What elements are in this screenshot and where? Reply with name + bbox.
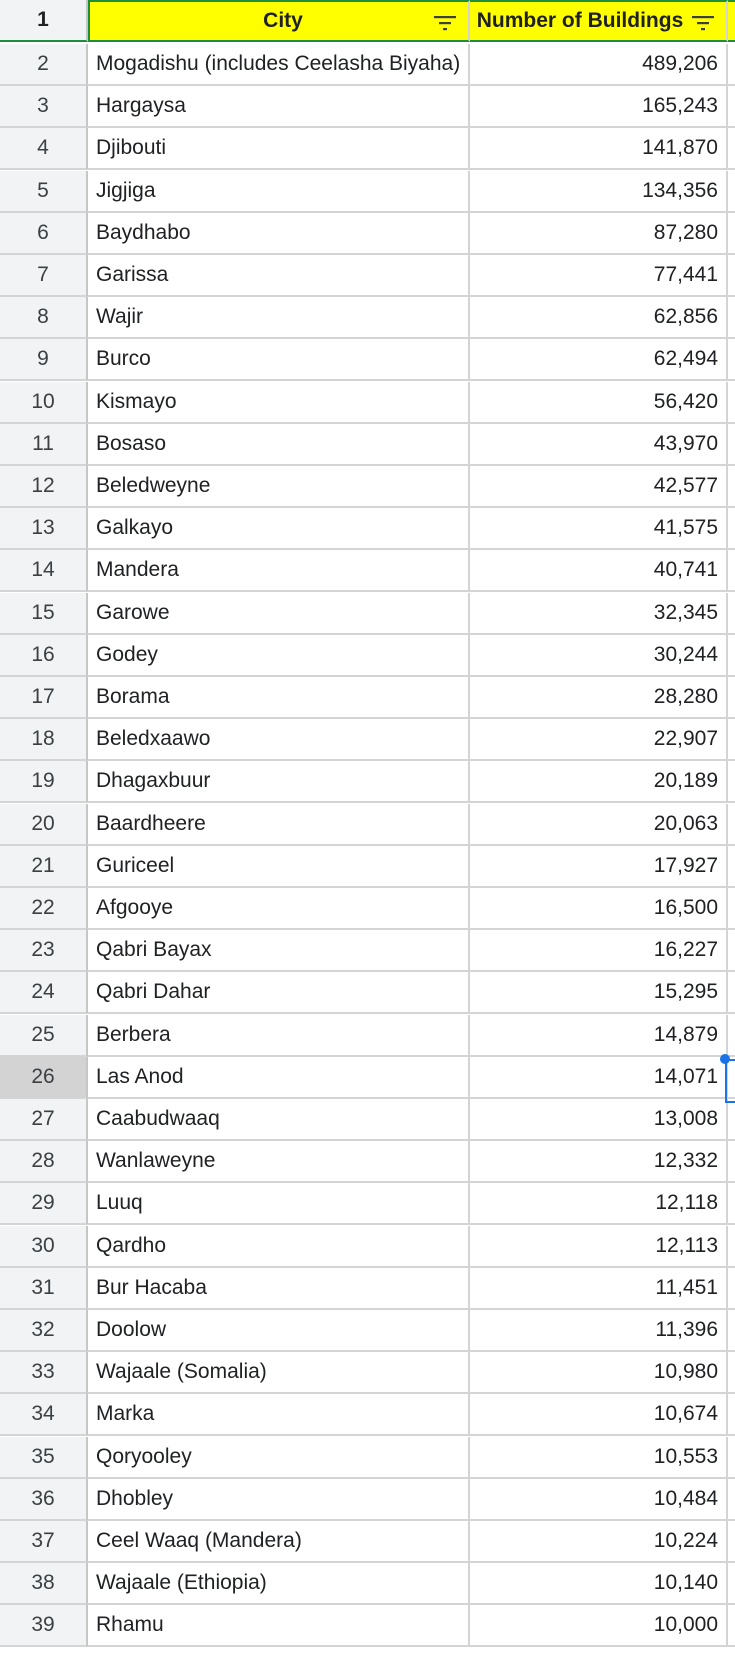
- city-cell[interactable]: Mandera: [88, 550, 470, 592]
- row-number[interactable]: 22: [0, 888, 88, 930]
- row-number[interactable]: 25: [0, 1015, 88, 1057]
- table-row: [0, 44, 735, 86]
- city-cell[interactable]: Beledxaawo: [88, 719, 470, 761]
- buildings-cell[interactable]: 20,063: [470, 804, 728, 846]
- city-cell[interactable]: Dhagaxbuur: [88, 761, 470, 803]
- row-number[interactable]: 13: [0, 508, 88, 550]
- table-row: [0, 1563, 735, 1605]
- buildings-cell[interactable]: 62,856: [470, 297, 728, 339]
- table-row: [0, 846, 735, 888]
- buildings-cell[interactable]: 14,071: [470, 1057, 728, 1099]
- next-column-cell[interactable]: [728, 128, 735, 170]
- next-column-cell[interactable]: [728, 1226, 735, 1268]
- next-column-cell[interactable]: [728, 213, 735, 255]
- next-column-cell[interactable]: [728, 508, 735, 550]
- row-number[interactable]: 28: [0, 1141, 88, 1183]
- city-cell[interactable]: Marka: [88, 1394, 470, 1436]
- next-column-cell[interactable]: [728, 1183, 735, 1225]
- city-cell[interactable]: Rhamu: [88, 1605, 470, 1647]
- table-row: [0, 1141, 735, 1183]
- next-column-cell[interactable]: [728, 1479, 735, 1521]
- selection-handle[interactable]: [720, 1054, 730, 1064]
- column-header-city[interactable]: [88, 0, 470, 42]
- filter-icon[interactable]: [432, 15, 458, 31]
- table-row: [0, 719, 735, 761]
- buildings-cell[interactable]: 87,280: [470, 213, 728, 255]
- table-row: [0, 1015, 735, 1057]
- city-cell[interactable]: Burco: [88, 339, 470, 381]
- buildings-cell[interactable]: 14,879: [470, 1015, 728, 1057]
- table-row: [0, 677, 735, 719]
- row-number[interactable]: 10: [0, 382, 88, 424]
- row-number[interactable]: 36: [0, 1479, 88, 1521]
- next-column-cell[interactable]: [728, 593, 735, 635]
- buildings-cell[interactable]: 42,577: [470, 466, 728, 508]
- table-row: [0, 550, 735, 592]
- next-column-cell[interactable]: [728, 761, 735, 803]
- city-cell[interactable]: Jigjiga: [88, 171, 470, 213]
- buildings-cell[interactable]: 62,494: [470, 339, 728, 381]
- city-cell[interactable]: Hargaysa: [88, 86, 470, 128]
- row-number[interactable]: 5: [0, 171, 88, 213]
- row-header-1[interactable]: 1: [0, 0, 88, 42]
- buildings-cell[interactable]: 43,970: [470, 424, 728, 466]
- city-cell[interactable]: Galkayo: [88, 508, 470, 550]
- city-cell[interactable]: Caabudwaaq: [88, 1099, 470, 1141]
- next-column-cell[interactable]: [728, 804, 735, 846]
- buildings-cell[interactable]: 134,356: [470, 171, 728, 213]
- row-number[interactable]: 26: [0, 1057, 88, 1099]
- row-number[interactable]: 8: [0, 297, 88, 339]
- next-column-cell[interactable]: [728, 297, 735, 339]
- next-column-cell[interactable]: [728, 171, 735, 213]
- next-column-cell[interactable]: [728, 382, 735, 424]
- table-row: [0, 635, 735, 677]
- buildings-cell[interactable]: 20,189: [470, 761, 728, 803]
- row-number[interactable]: 12: [0, 466, 88, 508]
- next-column-cell[interactable]: [728, 1310, 735, 1352]
- table-row: [0, 213, 735, 255]
- row-number[interactable]: 2: [0, 44, 88, 86]
- next-column-cell[interactable]: [728, 972, 735, 1014]
- filter-icon[interactable]: [690, 15, 716, 31]
- buildings-cell[interactable]: 30,244: [470, 635, 728, 677]
- city-cell[interactable]: Djibouti: [88, 128, 470, 170]
- row-number[interactable]: 39: [0, 1605, 88, 1647]
- city-cell[interactable]: Wajaale (Ethiopia): [88, 1563, 470, 1605]
- table-row: [0, 972, 735, 1014]
- table-row: [0, 1057, 735, 1099]
- city-cell[interactable]: Kismayo: [88, 382, 470, 424]
- buildings-cell[interactable]: 489,206: [470, 44, 728, 86]
- column-header-city-label: City: [263, 9, 303, 32]
- table-row: [0, 1226, 735, 1268]
- buildings-cell[interactable]: 10,553: [470, 1437, 728, 1479]
- next-column-cell[interactable]: [728, 846, 735, 888]
- city-cell[interactable]: Qabri Dahar: [88, 972, 470, 1014]
- city-cell[interactable]: Qardho: [88, 1226, 470, 1268]
- table-row: [0, 508, 735, 550]
- row-number[interactable]: 3: [0, 86, 88, 128]
- next-column-cell[interactable]: [728, 86, 735, 128]
- selected-cell-outline: [725, 1059, 735, 1103]
- buildings-cell[interactable]: 15,295: [470, 972, 728, 1014]
- next-column-cell[interactable]: [728, 677, 735, 719]
- city-cell[interactable]: Bosaso: [88, 424, 470, 466]
- buildings-cell[interactable]: 13,008: [470, 1099, 728, 1141]
- city-cell[interactable]: Wajaale (Somalia): [88, 1352, 470, 1394]
- row-number[interactable]: 20: [0, 804, 88, 846]
- table-row: [0, 1605, 735, 1647]
- city-cell[interactable]: Borama: [88, 677, 470, 719]
- row-number[interactable]: 18: [0, 719, 88, 761]
- next-column-cell[interactable]: [728, 339, 735, 381]
- table-row: [0, 761, 735, 803]
- row-number[interactable]: 33: [0, 1352, 88, 1394]
- row-number[interactable]: 37: [0, 1521, 88, 1563]
- buildings-cell[interactable]: 10,980: [470, 1352, 728, 1394]
- buildings-cell[interactable]: 28,280: [470, 677, 728, 719]
- table-row: [0, 1521, 735, 1563]
- city-cell[interactable]: Bur Hacaba: [88, 1268, 470, 1310]
- table-row: [0, 339, 735, 381]
- row-number[interactable]: 11: [0, 424, 88, 466]
- table-row: [0, 1268, 735, 1310]
- row-number[interactable]: 27: [0, 1099, 88, 1141]
- next-column-cell[interactable]: [728, 1394, 735, 1436]
- table-row: [0, 1394, 735, 1436]
- buildings-cell[interactable]: 22,907: [470, 719, 728, 761]
- row-number[interactable]: 35: [0, 1437, 88, 1479]
- next-column-cell[interactable]: [728, 1521, 735, 1563]
- city-cell[interactable]: Las Anod: [88, 1057, 470, 1099]
- table-row: [0, 1479, 735, 1521]
- next-column-cell[interactable]: [728, 44, 735, 86]
- buildings-cell[interactable]: 10,000: [470, 1605, 728, 1647]
- row-number[interactable]: 4: [0, 128, 88, 170]
- row-number[interactable]: 15: [0, 593, 88, 635]
- next-column-cell[interactable]: [728, 719, 735, 761]
- table-row: [0, 1437, 735, 1479]
- table-row: [0, 593, 735, 635]
- city-cell[interactable]: Wanlaweyne: [88, 1141, 470, 1183]
- row-number[interactable]: 24: [0, 972, 88, 1014]
- row-number[interactable]: 9: [0, 339, 88, 381]
- city-cell[interactable]: Doolow: [88, 1310, 470, 1352]
- buildings-cell[interactable]: 11,451: [470, 1268, 728, 1310]
- table-row: [0, 255, 735, 297]
- buildings-cell[interactable]: 11,396: [470, 1310, 728, 1352]
- table-row: [0, 930, 735, 972]
- table-row: [0, 888, 735, 930]
- row-number[interactable]: 19: [0, 761, 88, 803]
- next-column-cell[interactable]: [728, 888, 735, 930]
- buildings-cell[interactable]: 77,441: [470, 255, 728, 297]
- city-cell[interactable]: Garissa: [88, 255, 470, 297]
- next-column-cell[interactable]: [728, 1099, 735, 1141]
- next-column-cell[interactable]: [728, 635, 735, 677]
- city-cell[interactable]: Mogadishu (includes Ceelasha Biyaha): [88, 44, 470, 86]
- next-column-cell[interactable]: [728, 1015, 735, 1057]
- buildings-cell[interactable]: 41,575: [470, 508, 728, 550]
- row-number[interactable]: 17: [0, 677, 88, 719]
- column-header-buildings-label: Number of Buildings: [476, 9, 684, 32]
- row-number[interactable]: 7: [0, 255, 88, 297]
- city-cell[interactable]: Qoryooley: [88, 1437, 470, 1479]
- row-number[interactable]: 32: [0, 1310, 88, 1352]
- city-cell[interactable]: Ceel Waaq (Mandera): [88, 1521, 470, 1563]
- buildings-cell[interactable]: 12,118: [470, 1183, 728, 1225]
- buildings-cell[interactable]: 10,484: [470, 1479, 728, 1521]
- buildings-cell[interactable]: 32,345: [470, 593, 728, 635]
- next-column-cell[interactable]: [728, 1563, 735, 1605]
- row-number[interactable]: 30: [0, 1226, 88, 1268]
- city-cell[interactable]: Garowe: [88, 593, 470, 635]
- next-column-cell[interactable]: [728, 1352, 735, 1394]
- column-header-buildings[interactable]: [470, 0, 728, 42]
- next-column-cell[interactable]: [728, 1437, 735, 1479]
- row-number[interactable]: 21: [0, 846, 88, 888]
- row-number[interactable]: 38: [0, 1563, 88, 1605]
- table-row: [0, 466, 735, 508]
- row-number[interactable]: 31: [0, 1268, 88, 1310]
- header-row: [0, 0, 735, 42]
- table-row: [0, 424, 735, 466]
- next-column-cell[interactable]: [728, 1268, 735, 1310]
- next-column-cell[interactable]: [728, 255, 735, 297]
- row-number[interactable]: 34: [0, 1394, 88, 1436]
- buildings-cell[interactable]: 10,224: [470, 1521, 728, 1563]
- table-row: [0, 1099, 735, 1141]
- table-row: [0, 171, 735, 213]
- next-column-cell[interactable]: [728, 1141, 735, 1183]
- city-cell[interactable]: Dhobley: [88, 1479, 470, 1521]
- city-cell[interactable]: Godey: [88, 635, 470, 677]
- buildings-cell[interactable]: 12,332: [470, 1141, 728, 1183]
- city-cell[interactable]: Wajir: [88, 297, 470, 339]
- buildings-cell[interactable]: 10,674: [470, 1394, 728, 1436]
- buildings-cell[interactable]: 12,113: [470, 1226, 728, 1268]
- buildings-cell[interactable]: 16,500: [470, 888, 728, 930]
- table-row: [0, 1352, 735, 1394]
- row-number[interactable]: 6: [0, 213, 88, 255]
- buildings-cell[interactable]: 141,870: [470, 128, 728, 170]
- city-cell[interactable]: Beledweyne: [88, 466, 470, 508]
- city-cell[interactable]: Qabri Bayax: [88, 930, 470, 972]
- city-cell[interactable]: Luuq: [88, 1183, 470, 1225]
- buildings-cell[interactable]: 16,227: [470, 930, 728, 972]
- table-row: [0, 1310, 735, 1352]
- next-column-cell[interactable]: [728, 424, 735, 466]
- table-row: [0, 382, 735, 424]
- row-number[interactable]: 14: [0, 550, 88, 592]
- row-number[interactable]: 29: [0, 1183, 88, 1225]
- table-row: [0, 297, 735, 339]
- city-cell[interactable]: Baydhabo: [88, 213, 470, 255]
- city-cell[interactable]: Guriceel: [88, 846, 470, 888]
- table-row: [0, 86, 735, 128]
- next-column-cell[interactable]: [728, 930, 735, 972]
- buildings-cell[interactable]: 165,243: [470, 86, 728, 128]
- city-cell[interactable]: Baardheere: [88, 804, 470, 846]
- table-row: [0, 1183, 735, 1225]
- buildings-cell[interactable]: 40,741: [470, 550, 728, 592]
- next-column-cell[interactable]: [728, 1605, 735, 1647]
- row-number[interactable]: 23: [0, 930, 88, 972]
- buildings-cell[interactable]: 17,927: [470, 846, 728, 888]
- buildings-cell[interactable]: 10,140: [470, 1563, 728, 1605]
- city-cell[interactable]: Afgooye: [88, 888, 470, 930]
- table-row: [0, 804, 735, 846]
- city-cell[interactable]: Berbera: [88, 1015, 470, 1057]
- next-column-cell[interactable]: [728, 550, 735, 592]
- row-number[interactable]: 16: [0, 635, 88, 677]
- table-row: [0, 128, 735, 170]
- buildings-cell[interactable]: 56,420: [470, 382, 728, 424]
- next-column-cell[interactable]: [728, 466, 735, 508]
- next-column-cell[interactable]: [728, 0, 735, 42]
